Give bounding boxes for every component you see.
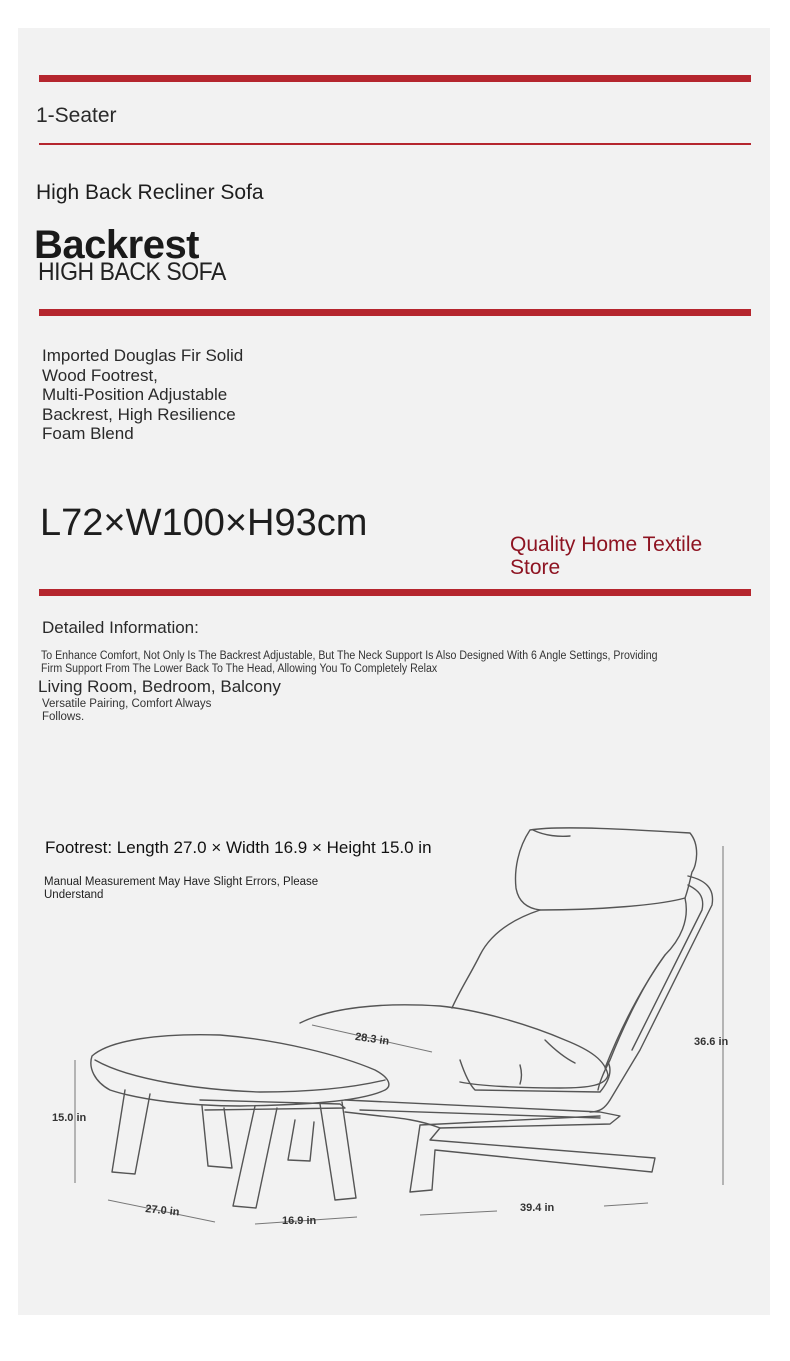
store-name-line: Quality Home Textile <box>510 533 703 556</box>
materials-line: Imported Douglas Fir Solid <box>42 346 244 365</box>
recliner-base-rail <box>345 1112 440 1128</box>
footrest-leg-4 <box>320 1102 356 1200</box>
dim-label-base-length: 39.4 in <box>520 1202 555 1214</box>
footrest-leg-5 <box>288 1120 314 1161</box>
backrest-inner <box>632 885 703 1050</box>
dim-label-footrest-length: 27.0 in <box>144 1203 181 1219</box>
product-subtitle: High Back Recliner Sofa <box>36 181 264 204</box>
pairing-text-line: Versatile Pairing, Comfort Always <box>42 698 212 710</box>
details-text-line: Firm Support From The Lower Back To The Head, Allowing You To Completely Relax <box>41 663 438 675</box>
dim-label-height: 36.6 in <box>694 1036 729 1048</box>
footrest-cushion-edge <box>95 1060 385 1092</box>
feature-subtitle: HIGH BACK SOFA <box>38 258 226 286</box>
recliner-mid-frame <box>360 1110 600 1118</box>
footrest-spec: Footrest: Length 27.0 × Width 16.9 × Height 15.0 in <box>45 838 432 857</box>
recliner-base <box>345 1100 655 1192</box>
feature-title: Backrest <box>34 223 200 267</box>
headrest-pillow <box>516 828 697 910</box>
details-text-line: To Enhance Comfort, Not Only Is The Backrest Adjustable, But The Neck Support Is Also Designed With 6 Angle Settings, Providing <box>41 650 658 662</box>
measurement-note-line: Manual Measurement May Have Slight Errors, Please <box>44 876 319 888</box>
category-label: 1-Seater <box>36 104 117 127</box>
headrest-seam <box>533 830 570 836</box>
seat-cushion-fold <box>545 1040 575 1063</box>
dim-line-base-length-a <box>420 1211 497 1215</box>
footrest-leg-1 <box>112 1090 150 1174</box>
materials-line: Foam Blend <box>42 424 134 443</box>
dim-label-seat-depth: 28.3 in <box>354 1031 390 1048</box>
seat-cushion-crease <box>520 1065 522 1084</box>
footrest-leg-3 <box>233 1106 277 1208</box>
back-cushion <box>452 898 686 1090</box>
details-heading: Detailed Information: <box>42 618 199 637</box>
materials-line: Multi-Position Adjustable <box>42 385 228 404</box>
materials-line: Backrest, High Resilience <box>42 404 236 424</box>
materials-line: Wood Footrest, <box>42 365 158 385</box>
dim-label-footrest-height: 15.0 in <box>52 1112 87 1124</box>
dimensions-cm: L72×W100×H93cm <box>40 502 368 544</box>
dim-line-base-length-b <box>604 1203 648 1206</box>
measurement-note-line: Understand <box>44 889 104 901</box>
footrest-leg-2 <box>202 1106 232 1168</box>
store-name-line: Store <box>510 556 561 579</box>
dim-label-footrest-width: 16.9 in <box>282 1215 317 1227</box>
pairing-text-line: Follows. <box>42 711 85 723</box>
footrest-cushion <box>91 1035 389 1106</box>
seat-cushion <box>300 1005 608 1088</box>
rooms-label: Living Room, Bedroom, Balcony <box>38 677 281 696</box>
